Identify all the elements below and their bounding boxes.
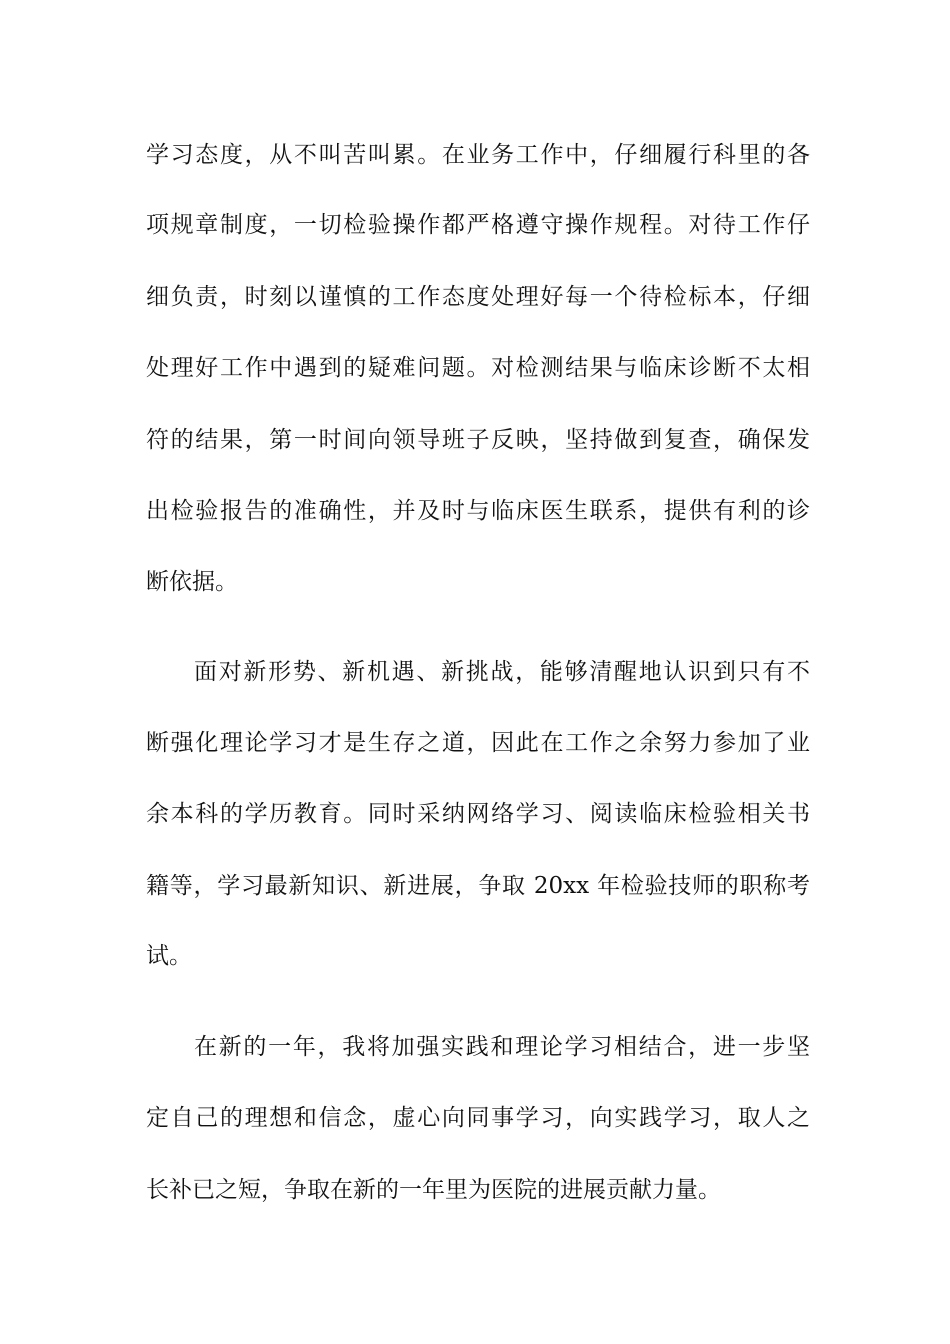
- paragraph-1-line-5: 符的结果，第一时间向领导班子反映，坚持做到复查，确保发: [146, 427, 810, 453]
- paragraph-2-line-4: 籍等，学习最新知识、新进展，争取 20xx 年检验技师的职称考: [146, 873, 810, 899]
- paragraph-1-line-3: 细负责，时刻以谨慎的工作态度处理好每一个待检标本，仔细: [146, 284, 810, 310]
- paragraph-2-line-2: 断强化理论学习才是生存之道，因此在工作之余努力参加了业: [146, 730, 810, 756]
- paragraph-3-line-3: 长补已之短，争取在新的一年里为医院的进展贡献力量。: [146, 1177, 721, 1203]
- paragraph-1-line-4: 处理好工作中遇到的疑难问题。对检测结果与临床诊断不太相: [146, 355, 810, 381]
- paragraph-1-line-6: 出检验报告的准确性，并及时与临床医生联系，提供有利的诊: [146, 498, 810, 524]
- paragraph-3-line-1: 在新的一年，我将加强实践和理论学习相结合，进一步坚: [194, 1034, 810, 1060]
- paragraph-3-line-2: 定自己的理想和信念，虚心向同事学习，向实践学习，取人之: [146, 1105, 810, 1131]
- paragraph-1-line-2: 项规章制度，一切检验操作都严格遵守操作规程。对待工作仔: [146, 212, 810, 238]
- paragraph-2-line-3: 余本科的学历教育。同时采纳网络学习、阅读临床检验相关书: [146, 801, 810, 827]
- paragraph-2-line-5: 试。: [146, 943, 192, 969]
- paragraph-1-line-1: 学习态度，从不叫苦叫累。在业务工作中，仔细履行科里的各: [146, 142, 810, 168]
- paragraph-1-line-7: 断依据。: [146, 569, 238, 595]
- paragraph-2-line-1: 面对新形势、新机遇、新挑战，能够清醒地认识到只有不: [194, 659, 810, 685]
